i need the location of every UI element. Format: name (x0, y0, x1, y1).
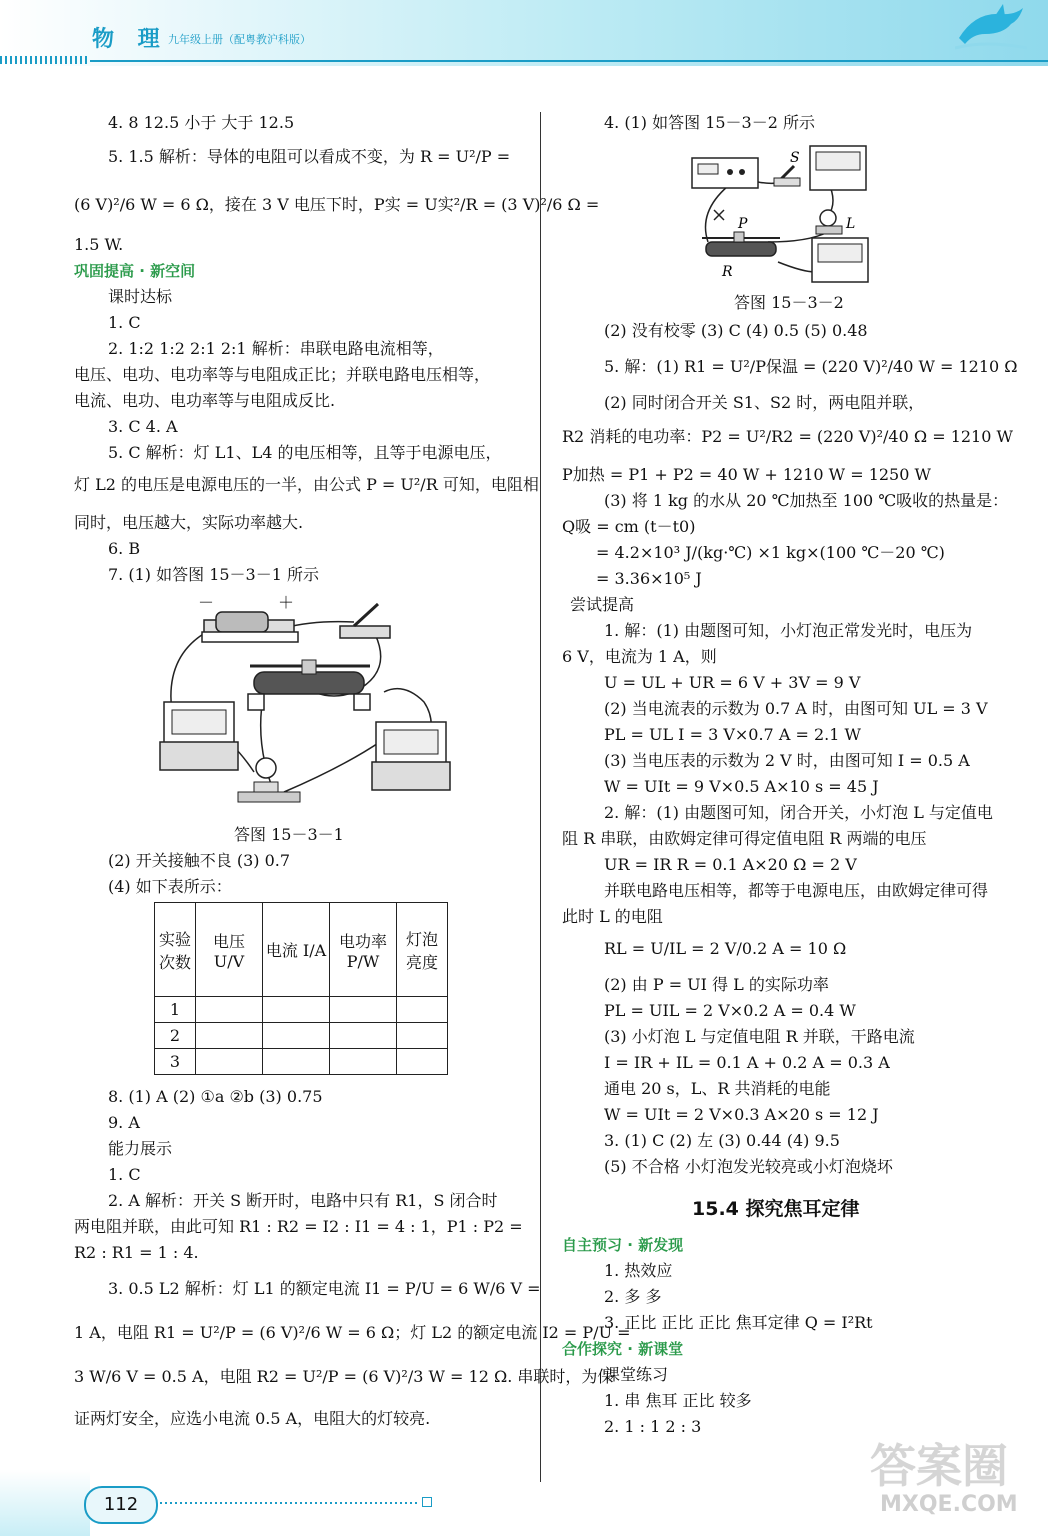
answer-line: 1.5 W. (74, 235, 124, 254)
grade-label: 九年级上册（配粤教沪科版） (168, 33, 311, 46)
answer-line: 1. C (108, 1165, 141, 1184)
table-cell: 2 (155, 1023, 196, 1049)
lamp-icon (816, 210, 842, 234)
minus-label: － (198, 593, 215, 612)
answer-line: (2) 同时闭合开关 S1、S2 时，两电阻并联， (604, 393, 925, 412)
table-header-cell: 电功率 P/W (330, 903, 397, 997)
answer-line: RL = U/IL = 2 V/0.2 A = 10 Ω (604, 939, 847, 958)
subheading: 课时达标 (108, 287, 173, 306)
table-header-cell: 电流 I/A (263, 903, 330, 997)
table-header-cell: 实验 次数 (155, 903, 196, 997)
voltmeter-icon (372, 722, 450, 790)
answer-line: Q吸 = cm (t－t0) (562, 517, 696, 536)
answer-line: 阻 R 串联，由欧姆定律可得定值电阻 R 两端的电压 (562, 829, 927, 848)
subject-title: 物 理 (92, 26, 168, 52)
table-header-cell: 电压 U/V (196, 903, 263, 997)
answer-line: 2. A 解析：开关 S 断开时，电路中只有 R1，S 闭合时 (108, 1191, 498, 1210)
circuit-figure-2 (678, 142, 878, 292)
answer-line: 2. 1:2 1:2 2:1 2:1 解析：串联电路电流相等， (108, 339, 444, 358)
answer-line: 1. 串 焦耳 正比 较多 (604, 1391, 752, 1410)
answer-line: 3. (1) C (2) 左 (3) 0.44 (4) 9.5 (604, 1131, 840, 1150)
answer-line: = 3.36×10⁵ J (596, 569, 702, 588)
watermark-top: 答案圈 (870, 1439, 1008, 1493)
answer-line: 2. 多 多 (604, 1287, 662, 1306)
answer-line: (2) 由 P = UI 得 L 的实际功率 (604, 975, 829, 994)
answer-line: 3. 0.5 L2 解析：灯 L1 的额定电流 I1 = P/U = 6 W/6 V = (108, 1279, 541, 1298)
answer-line: (2) 开关接触不良 (3) 0.7 (108, 851, 291, 870)
answer-line: (3) 当电压表的示数为 2 V 时，由图可知 I = 0.5 A (604, 751, 970, 770)
answer-line: 5. 解：(1) R1 = U²/P保温 = (220 V)²/40 W = 1210 Ω (604, 357, 1018, 376)
answer-line: (2) 没有校零 (3) C (4) 0.5 (5) 0.48 (604, 321, 868, 340)
label-p: P (738, 216, 748, 232)
table-row (155, 997, 448, 1023)
answer-line: 1 A，电阻 R1 = U²/P = (6 V)²/6 W = 6 Ω；灯 L2 的额定电流 I2 = P/U = (74, 1323, 631, 1342)
subheading: 课堂练习 (604, 1365, 669, 1384)
footer-dotted-rule (160, 1502, 420, 1504)
answer-line: 5. 1.5 解析：导体的电阻可以看成不变，为 R = U²/P = (108, 147, 511, 166)
footer-square-icon (422, 1497, 432, 1507)
answer-line: W = UIt = 2 V×0.3 A×20 s = 12 J (604, 1105, 879, 1124)
ammeter-icon (160, 702, 238, 770)
answer-line: (6 V)²/6 W = 6 Ω，接在 3 V 电压下时，P实 = U实²/R = (3 V)²/6 Ω = (74, 195, 600, 214)
table-cell: 3 (155, 1049, 196, 1075)
answer-line: 7. (1) 如答图 15－3－1 所示 (108, 565, 319, 584)
label-s: S (790, 150, 800, 166)
label-r: R (722, 264, 733, 280)
answer-line: 3. 正比 正比 正比 焦耳定律 Q = I²Rt (604, 1313, 873, 1332)
answer-line: UR = IR R = 0.1 A×20 Ω = 2 V (604, 855, 857, 874)
plus-label: ＋ (278, 593, 295, 612)
page-number: 112 (84, 1486, 158, 1524)
answer-line: 1. 解：(1) 由题图可知，小灯泡正常发光时，电压为 (604, 621, 973, 640)
power-supply-icon (692, 158, 758, 188)
answer-line: 2. 1 : 1 2 : 3 (604, 1417, 702, 1436)
watermark (870, 1430, 1040, 1530)
section-heading: 自主预习 · 新发现 (562, 1236, 684, 1254)
header-stripes (0, 56, 90, 64)
answer-line: 1. 热效应 (604, 1261, 673, 1280)
table-cell: 1 (155, 997, 196, 1023)
answer-line: (4) 如下表所示： (108, 877, 232, 896)
answer-line: 5. C 解析：灯 L1、L4 的电压相等，且等于电源电压， (108, 443, 502, 462)
chapter-title: 15.4 探究焦耳定律 (692, 1198, 860, 1220)
table-header-row (155, 903, 448, 997)
voltmeter-icon (812, 238, 868, 282)
answer-line: = 4.2×10³ J/(kg·℃) ×1 kg×(100 ℃－20 ℃) (596, 543, 945, 562)
figure-caption: 答图 15－3－2 (734, 293, 844, 312)
answer-line: P加热 = P1 + P2 = 40 W + 1210 W = 1250 W (562, 465, 931, 484)
answer-line: 8. (1) A (2) ①a ②b (3) 0.75 (108, 1087, 323, 1106)
subheading: 能力展示 (108, 1139, 173, 1158)
answer-line: 4. (1) 如答图 15－3－2 所示 (604, 113, 815, 132)
table-row (155, 1023, 448, 1049)
rheostat-icon (702, 232, 780, 256)
answer-line: 电流、电功、电功率等与电阻成反比. (74, 391, 336, 410)
answer-line: (3) 小灯泡 L 与定值电阻 R 并联，干路电流 (604, 1027, 915, 1046)
answer-line: 4. 8 12.5 小于 大于 12.5 (108, 113, 295, 132)
answer-line: 3. C 4. A (108, 417, 178, 436)
answer-line: (2) 当电流表的示数为 0.7 A 时，由图可知 UL = 3 V (604, 699, 988, 718)
answer-line: R2 消耗的电功率：P2 = U²/R2 = (220 V)²/40 Ω = 1210 W (562, 427, 1013, 446)
answer-line: (5) 不合格 小灯泡发光较亮或小灯泡烧坏 (604, 1157, 893, 1176)
subheading: 尝试提高 (570, 595, 635, 614)
answer-line: 两电阻并联，由此可知 R1 : R2 = I2 : I1 = 4 : 1，P1 : P2 = (74, 1217, 523, 1236)
switch-icon (774, 166, 800, 186)
data-table (154, 902, 448, 1075)
table-header-cell: 灯泡 亮度 (397, 903, 448, 997)
rheostat-icon (248, 660, 370, 710)
battery-icon (202, 612, 298, 642)
table-row (155, 1049, 448, 1075)
answer-line: PL = UL I = 3 V×0.7 A = 2.1 W (604, 725, 861, 744)
answer-line: 3 W/6 V = 0.5 A，电阻 R2 = U²/P = (6 V)²/3 W = 12 Ω. 串联时，为保 (74, 1367, 614, 1386)
dolphin-logo-icon (955, 4, 1027, 52)
circuit-figure-1 (154, 592, 454, 812)
answer-line: 2. 解：(1) 由题图可知，闭合开关，小灯泡 L 与定值电 (604, 803, 993, 822)
answer-line: I = IR + IL = 0.1 A + 0.2 A = 0.3 A (604, 1053, 890, 1072)
ammeter-icon (810, 146, 866, 190)
section-heading: 巩固提高 · 新空间 (74, 262, 196, 280)
answer-line: U = UL + UR = 6 V + 3V = 9 V (604, 673, 861, 692)
answer-line: 此时 L 的电阻 (562, 907, 663, 926)
answer-line: 同时，电压越大，实际功率越大. (74, 513, 304, 532)
answer-line: W = UIt = 9 V×0.5 A×10 s = 45 J (604, 777, 879, 796)
answer-line: 1. C (108, 313, 141, 332)
answer-line: 证两灯安全，应选小电流 0.5 A，电阻大的灯较亮. (74, 1409, 431, 1428)
answer-line: 电压、电功、电功率等与电阻成正比；并联电路电压相等， (74, 365, 491, 384)
answer-line: (3) 将 1 kg 的水从 20 ℃加热至 100 ℃吸收的热量是： (604, 491, 1009, 510)
section-heading: 合作探究 · 新课堂 (562, 1340, 684, 1358)
label-l: L (846, 216, 856, 232)
answer-line: 并联电路电压相等，都等于电源电压，由欧姆定律可得 (604, 881, 989, 900)
page-header (0, 0, 1048, 66)
header-rule (90, 60, 1048, 62)
answer-line: 6. B (108, 539, 141, 558)
answer-line: R2 : R1 = 1 : 4. (74, 1243, 199, 1262)
answer-line: 6 V，电流为 1 A，则 (562, 647, 717, 666)
footer-gradient (0, 1470, 90, 1536)
answer-line: 灯 L2 的电压是电源电压的一半，由公式 P = U²/R 可知，电阻相 (74, 475, 539, 494)
figure-caption: 答图 15－3－1 (234, 825, 344, 844)
answer-line: 9. A (108, 1113, 140, 1132)
watermark-bottom: MXQE.COM (880, 1492, 1018, 1517)
answer-line: PL = UIL = 2 V×0.2 A = 0.4 W (604, 1001, 856, 1020)
answer-line: 通电 20 s，L、R 共消耗的电能 (604, 1079, 831, 1098)
